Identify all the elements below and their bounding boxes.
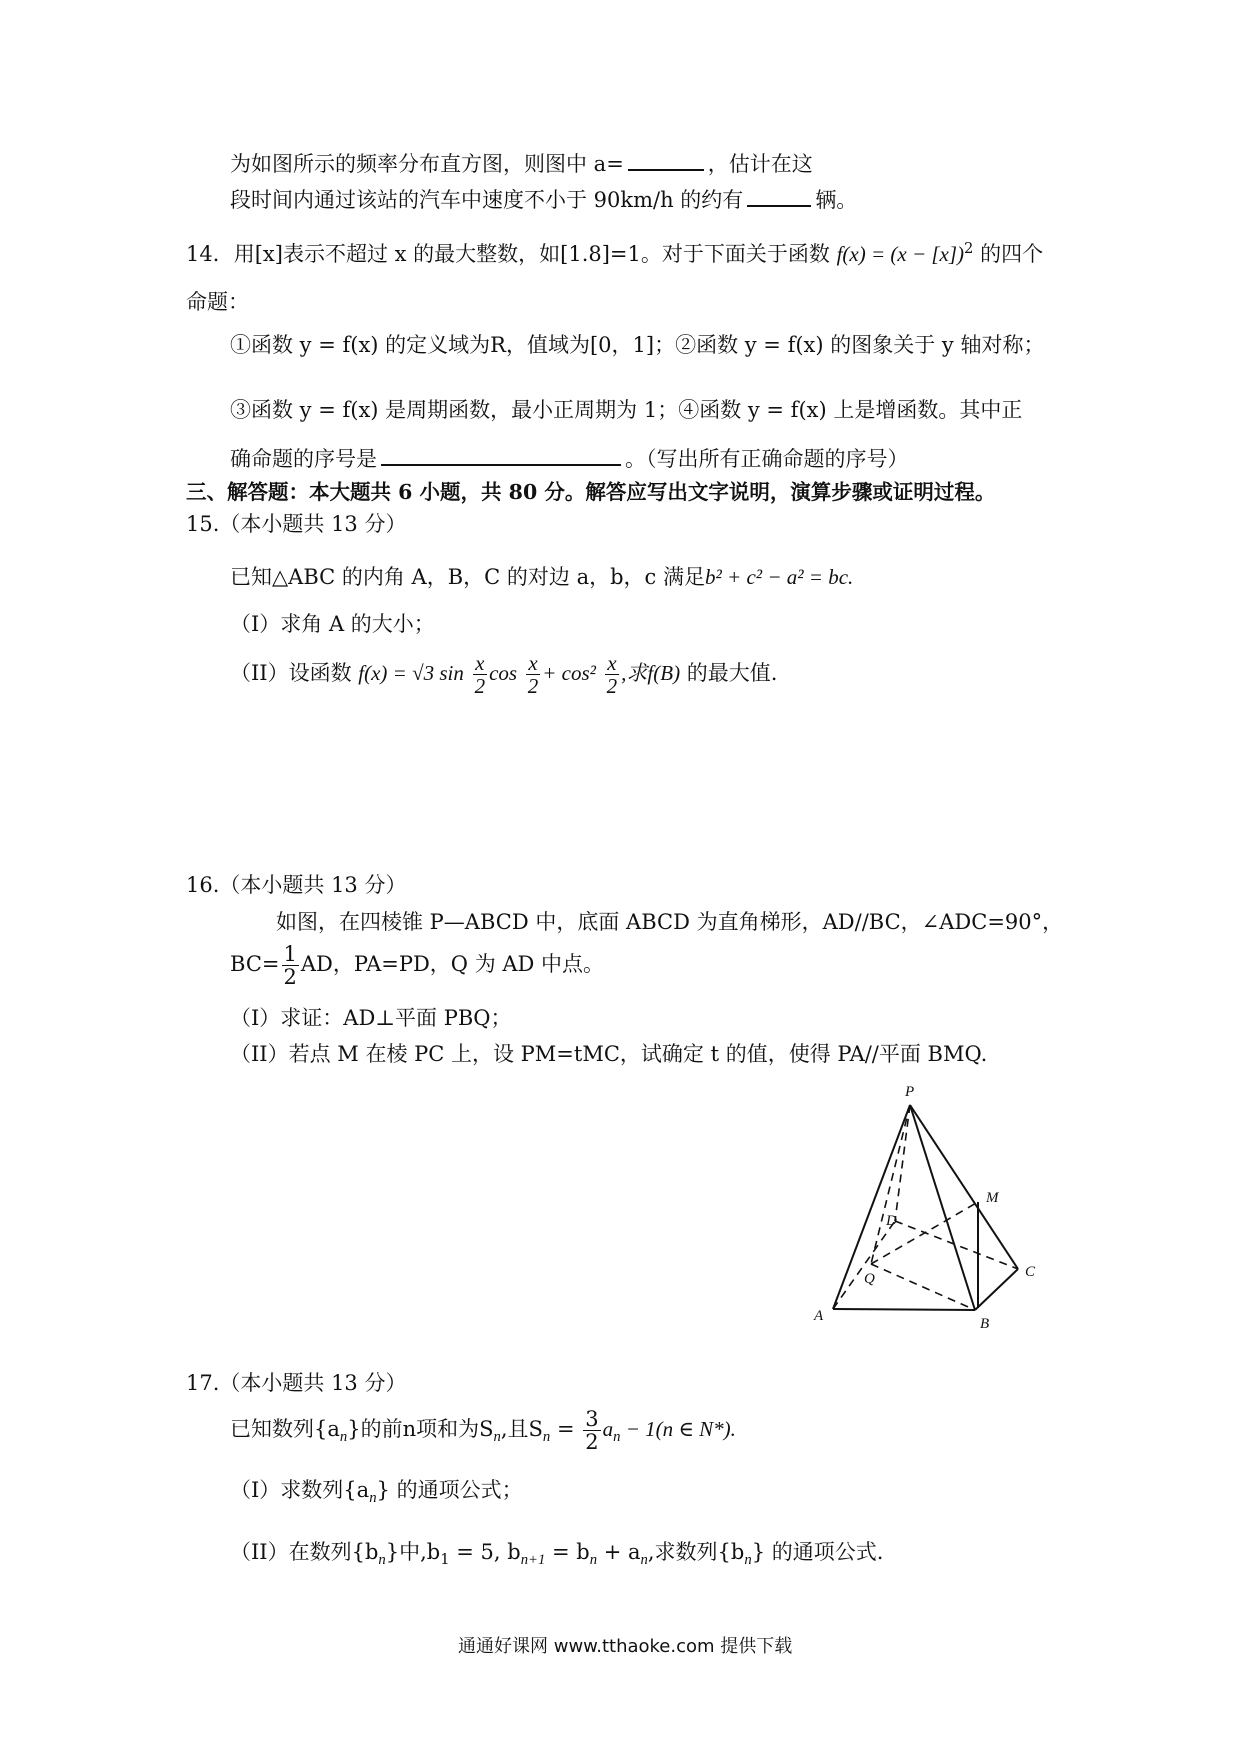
q14-stem-text: 14．用[x]表示不超过 x 的最大整数，如[1.8]=1。对于下面关于函数 [186, 242, 830, 266]
edge-QM [871, 1202, 978, 1264]
q14-func: f(x) = (x − [x]) [836, 242, 965, 266]
q14-blank [381, 463, 621, 466]
q16-stem2-pre: BC= [230, 952, 280, 977]
q17-p2-sub-d: n [744, 1552, 752, 1569]
q17-part2-d: = b [545, 1540, 590, 1564]
edge-AB [833, 1309, 975, 1310]
q15-frac-3-num: x [605, 652, 620, 675]
q14-answer-text: 确命题的序号是 [230, 447, 377, 471]
q17-p1-sub: n [369, 1490, 377, 1507]
q15-frac-3 [605, 652, 620, 697]
q14-answer-post: 。（写出所有正确命题的序号） [625, 447, 909, 471]
label-Q: Q [864, 1271, 875, 1287]
pyramid-figure [800, 1080, 1060, 1340]
q14-prop2: ③函数 y = f(x) 是周期函数，最小正周期为 1；④函数 y = f(x) 上是增函数。其中正 [230, 398, 1023, 422]
q17-frac-num: 3 [585, 1407, 599, 1431]
q17-sub-1: n [339, 1429, 348, 1446]
q17-part2-g: } 的通项公式. [751, 1540, 884, 1564]
q15-stem-text: 已知△ABC 的内角 A，B，C 的对边 a，b，c 满足 [230, 565, 705, 589]
q15-frac-2 [526, 652, 541, 697]
q16-title: 16.（本小题共 13 分） [186, 873, 407, 897]
q17-stem-end: − 1(n ∈ N*). [620, 1417, 736, 1442]
q14-prop1: ①函数 y = f(x) 的定义域为R，值域为[0，1]；②函数 y = f(x) 的图象关于 y 轴对称； [230, 333, 1045, 357]
q16-part1: （I）求证：AD⊥平面 PBQ； [230, 1006, 512, 1030]
q16-frac-den: 2 [283, 965, 297, 990]
q17-p2-sub-a: n [378, 1552, 386, 1569]
q16-stem1: 如图，在四棱锥 P—ABCD 中，底面 ABCD 为直角梯形，AD//BC，∠ADC=90°， [276, 910, 1064, 934]
q16-part2: （II）若点 M 在棱 PC 上，设 PM=tMC，试确定 t 的值，使得 PA//平面 BMQ. [230, 1042, 988, 1066]
q17-stem-mid2: ,且S [500, 1417, 543, 1442]
q14-stem-line2: 命题： [186, 290, 249, 314]
q17-part2-c: = 5, b [449, 1540, 521, 1564]
q15-ask: ,求f(B) [621, 661, 681, 686]
q15-part2-post: 的最大值. [686, 661, 778, 686]
q15-stem [230, 565, 853, 590]
q17-frac [583, 1408, 600, 1453]
q14-stem-post: 的四个 [980, 242, 1044, 266]
q17-part1 [230, 1478, 523, 1508]
q13-line1-text: 为如图所示的频率分布直方图，则图中 a= [230, 152, 624, 176]
q17-sub-4: n [613, 1429, 621, 1446]
q17-stem-a: 已知数列{a [230, 1417, 340, 1442]
q15-part2-text: （II）设函数 [230, 661, 352, 686]
q13-line2 [230, 188, 857, 213]
q14-exp: 2 [964, 240, 974, 257]
q16-frac [282, 943, 299, 988]
q17-sub-2: n [493, 1429, 501, 1446]
q17-part2-f: ,求数列{b [647, 1540, 745, 1564]
edge-BC [975, 1269, 1018, 1310]
q17-p2-sub-1: 1 [440, 1551, 450, 1569]
q14-stem [186, 240, 1043, 267]
q15-frac-1 [473, 652, 488, 697]
q15-title: 15.（本小题共 13 分） [186, 512, 407, 536]
q17-frac-den: 2 [585, 1430, 599, 1455]
edge-PQ [871, 1105, 910, 1264]
q15-frac-2-den: 2 [527, 674, 539, 699]
q15-frac-3-den: 2 [606, 674, 618, 699]
q17-part2 [230, 1540, 883, 1570]
label-C: C [1025, 1264, 1036, 1280]
edge-PC [910, 1105, 1018, 1269]
q17-sub-3: n [542, 1429, 551, 1446]
q15-func-a: f(x) = √3 sin [358, 661, 464, 686]
q13-line1 [230, 152, 813, 177]
q17-p2-sub-b: n [589, 1552, 598, 1569]
q15-part2 [230, 652, 777, 697]
q17-eq: = [550, 1417, 582, 1442]
label-M: M [986, 1190, 999, 1206]
page-footer: 通通好课网 www.tthaoke.com 提供下载 [458, 1636, 793, 1657]
edge-DC [895, 1221, 1018, 1269]
q17-stem [230, 1408, 736, 1453]
q15-plus-cos2: + cos² [542, 661, 596, 686]
q15-frac-2-num: x [526, 652, 541, 675]
q14-answer [230, 447, 909, 472]
q13-line2-post: 辆。 [815, 188, 858, 212]
q16-stem2 [230, 943, 604, 988]
q17-a: a [602, 1417, 614, 1442]
edge-QB [871, 1264, 975, 1310]
q17-part2-a: （II）在数列{b [230, 1540, 379, 1564]
section3-heading: 三、解答题：本大题共 6 小题，共 80 分。解答应写出文字说明，演算步骤或证明过程。 [186, 480, 996, 504]
q13-line1-post: ，估计在这 [707, 152, 813, 176]
q17-part1-pre: （I）求数列{a [230, 1478, 370, 1502]
q17-p2-sub-c: n [640, 1552, 648, 1569]
q13-blank-count [747, 204, 811, 207]
label-P: P [905, 1084, 915, 1100]
q15-frac-1-den: 2 [474, 674, 486, 699]
label-B: B [980, 1316, 990, 1332]
q16-stem2-post: AD，PA=PD，Q 为 AD 中点。 [300, 952, 605, 977]
q13-blank-a [628, 168, 704, 171]
q17-stem-mid: }的前n项和为S [347, 1417, 494, 1442]
q13-line2-text: 段时间内通过该站的汽车中速度不小于 90km/h 的约有 [230, 188, 744, 212]
edge-AD [833, 1221, 895, 1309]
q16-frac-num: 1 [283, 942, 297, 966]
q17-part1-post: } 的通项公式； [376, 1478, 523, 1502]
q15-part1: （I）求角 A 的大小； [230, 612, 435, 636]
q15-frac-1-num: x [473, 652, 488, 675]
q17-p2-sub-n1: n+1 [520, 1552, 546, 1569]
q15-cos: cos [489, 661, 518, 686]
edge-PB [910, 1105, 975, 1310]
q17-title: 17.（本小题共 13 分） [186, 1371, 407, 1395]
q15-stem-math: b² + c² − a² = bc. [704, 565, 854, 589]
label-A: A [814, 1308, 824, 1324]
q17-part2-b: }中,b [385, 1540, 441, 1564]
q17-part2-e: + a [597, 1540, 641, 1564]
label-D: D [886, 1213, 897, 1229]
